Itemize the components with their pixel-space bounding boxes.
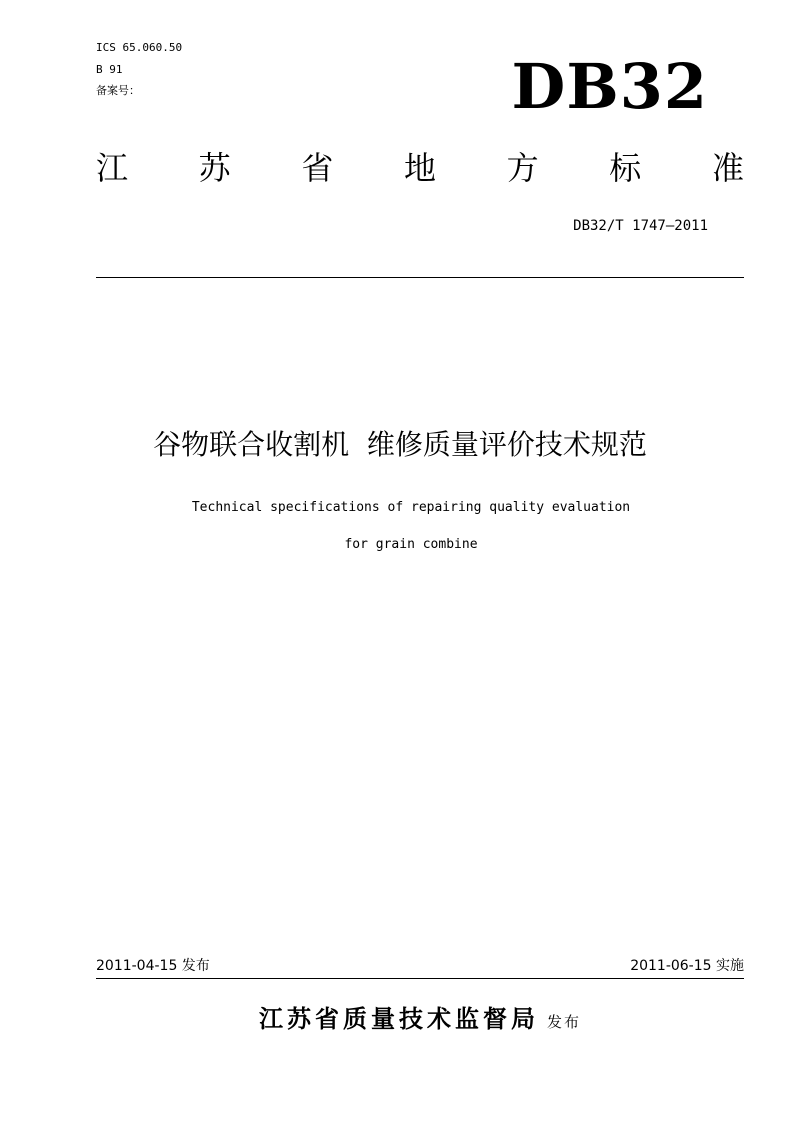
title-english-line2: for grain combine	[344, 537, 478, 552]
standard-type-char: 江	[96, 149, 129, 187]
ics-code: ICS 65.060.50	[96, 41, 183, 54]
title-english-line1: Technical specifications of repairing quality evaluation	[191, 500, 631, 515]
bottom-divider	[96, 978, 744, 979]
publisher-name: 江苏省质量技术监督局	[258, 1005, 539, 1033]
standard-type-char: 苏	[198, 149, 231, 187]
standard-type-char: 准	[711, 149, 744, 187]
standard-type-char: 方	[506, 149, 539, 187]
implementation-date: 2011-06-15 实施	[630, 958, 744, 974]
date-row	[96, 955, 744, 977]
top-divider	[96, 277, 744, 278]
standard-type-heading	[96, 146, 744, 190]
title-chinese: 谷物联合收割机 维修质量评价技术规范	[153, 428, 647, 461]
filing-number-label: 备案号：	[96, 84, 140, 97]
standard-number: DB32/T 1747—2011	[573, 218, 708, 234]
publisher-row	[0, 999, 800, 1042]
standard-code-logo: DB32	[511, 50, 708, 123]
standard-type-char: 标	[609, 149, 642, 187]
publish-word: 发布	[546, 1013, 581, 1031]
classification-code: B 91	[96, 63, 123, 76]
standard-type-char: 省	[301, 149, 334, 187]
issue-date: 2011-04-15 发布	[96, 958, 210, 974]
standard-type-char: 地	[403, 149, 436, 187]
